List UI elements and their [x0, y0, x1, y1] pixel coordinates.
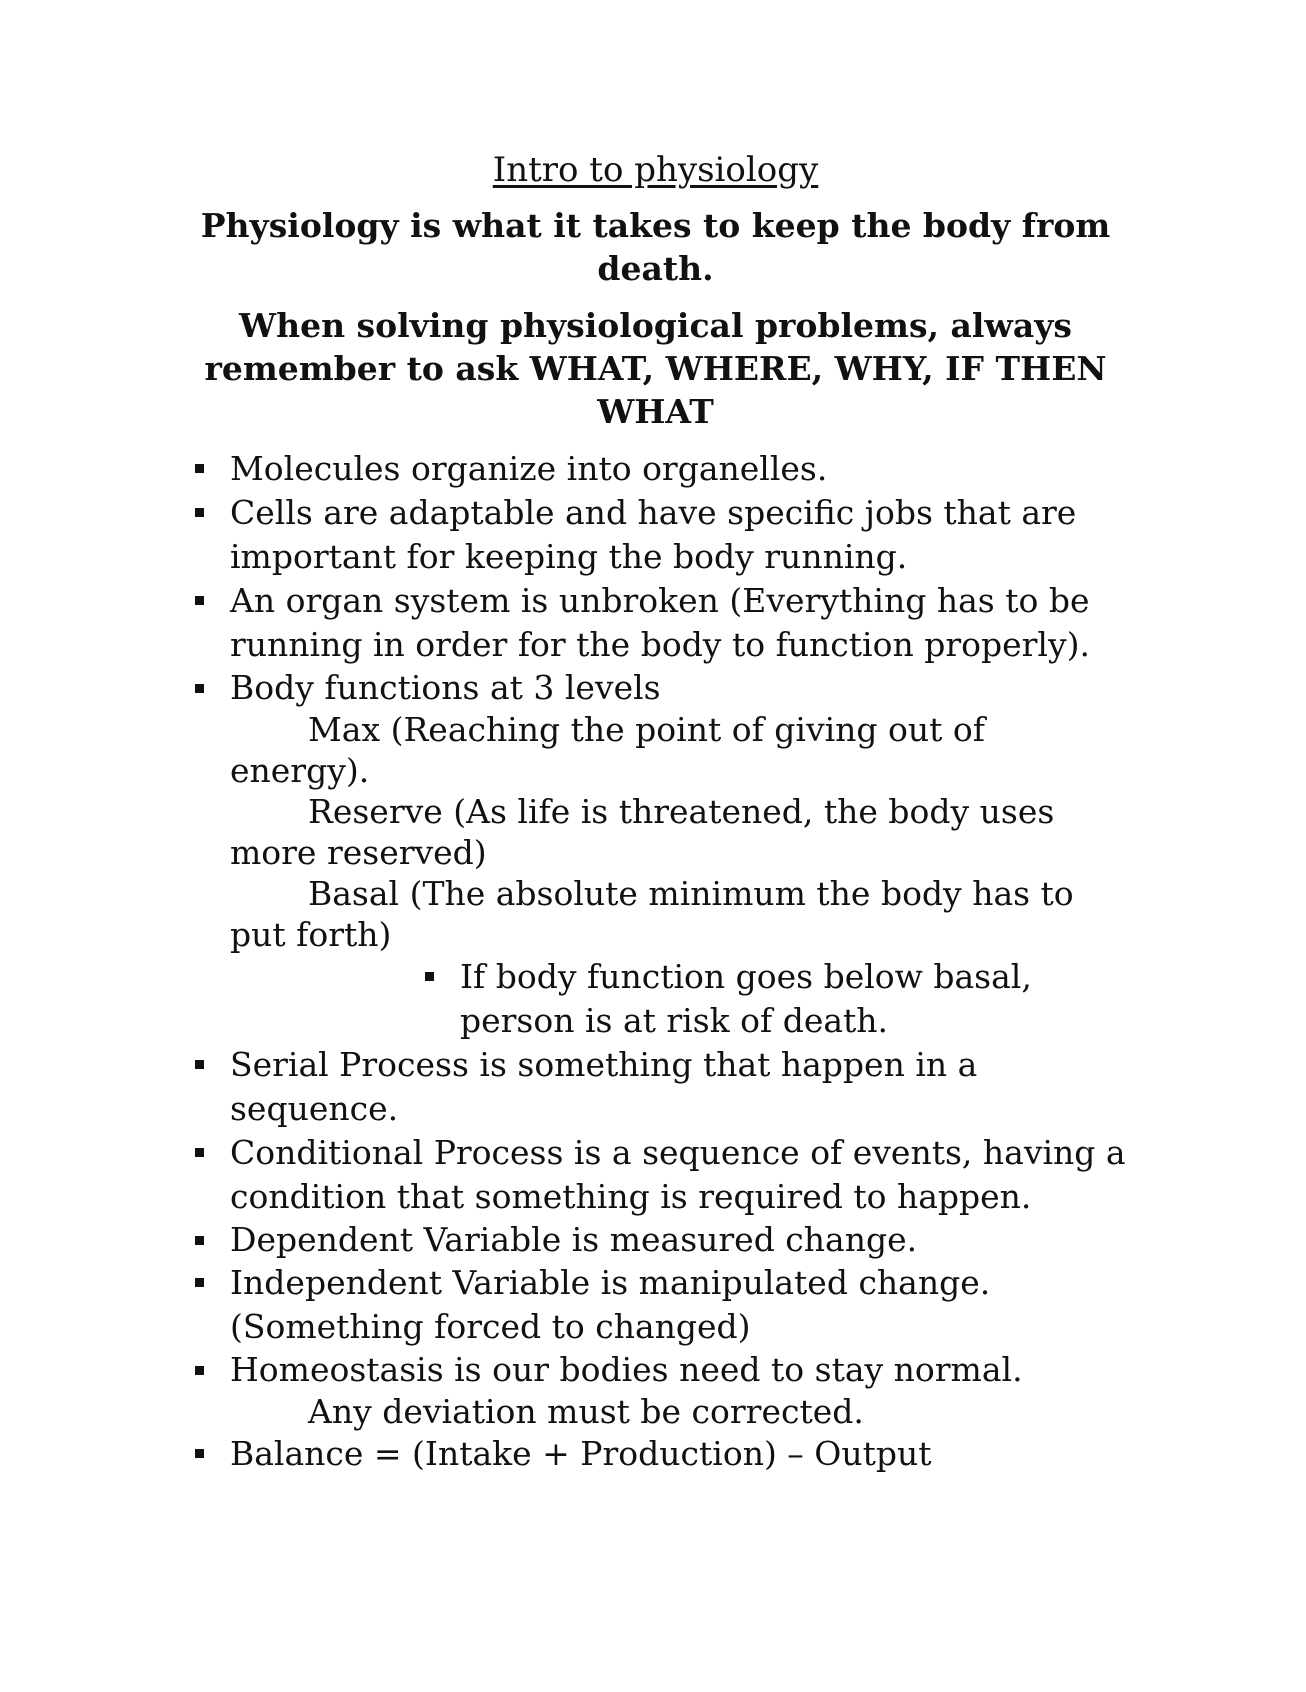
document-title: Intro to physiology [492, 150, 819, 190]
list-item [183, 491, 1128, 579]
bullet-list [183, 447, 1128, 1476]
square-bullet-icon [195, 1278, 204, 1287]
list-item [183, 447, 1128, 491]
list-item-text: Conditional Process is a sequence of events, having a condition that something is required to happen. [230, 1133, 1126, 1216]
square-bullet-icon [195, 1449, 204, 1458]
square-bullet-icon [195, 596, 204, 605]
square-bullet-icon [195, 1148, 204, 1157]
list-item [183, 667, 1128, 955]
list-item [183, 579, 1128, 667]
square-bullet-icon [195, 684, 204, 693]
heading-definition: Physiology is what it takes to keep the body from death. [200, 206, 1111, 288]
square-bullet-icon [195, 508, 204, 517]
list-item-text: Independent Variable is manipulated change. (Something forced to changed) [230, 1263, 991, 1346]
level-reserve: Reserve (As life is threatened, the body uses more reserved) [230, 792, 1055, 872]
document-page [183, 150, 1128, 1476]
list-item [183, 1261, 1128, 1349]
list-item-text: Body functions at 3 levels [230, 668, 661, 707]
basal-note-item [413, 955, 1128, 1043]
list-item-text: Serial Process is something that happen in a sequence. [230, 1045, 978, 1128]
list-item-text: Homeostasis is our bodies need to stay normal. [230, 1350, 1023, 1389]
list-item-text: An organ system is unbroken (Everything has to be running in order for the body to function properly). [230, 581, 1090, 664]
square-bullet-icon [195, 1366, 204, 1375]
list-item [183, 1219, 1128, 1261]
list-item-text: Dependent Variable is measured change. [230, 1220, 918, 1259]
square-bullet-icon [195, 1236, 204, 1245]
square-bullet-icon [425, 972, 434, 981]
list-item-text: Molecules organize into organelles. [230, 449, 828, 488]
square-bullet-icon [195, 464, 204, 473]
level-basal: Basal (The absolute minimum the body has to put forth) [230, 874, 1074, 954]
list-item [183, 1043, 1128, 1131]
list-item-text: Cells are adaptable and have specific jobs that are important for keeping the body running. [230, 493, 1077, 576]
homeostasis-note: Any deviation must be corrected. [308, 1392, 864, 1431]
level-max: Max (Reaching the point of giving out of energy). [230, 710, 985, 790]
basal-note-text: If body function goes below basal, person is at risk of death. [460, 957, 1032, 1040]
list-item [183, 1131, 1128, 1219]
list-item [183, 1349, 1128, 1432]
heading-problem-solving: When solving physiological problems, always remember to ask WHAT, WHERE, WHY, IF THEN WHAT [204, 306, 1107, 431]
list-item [183, 1432, 1128, 1476]
list-item-text: Balance = (Intake + Production) – Output [230, 1434, 932, 1473]
square-bullet-icon [195, 1060, 204, 1069]
